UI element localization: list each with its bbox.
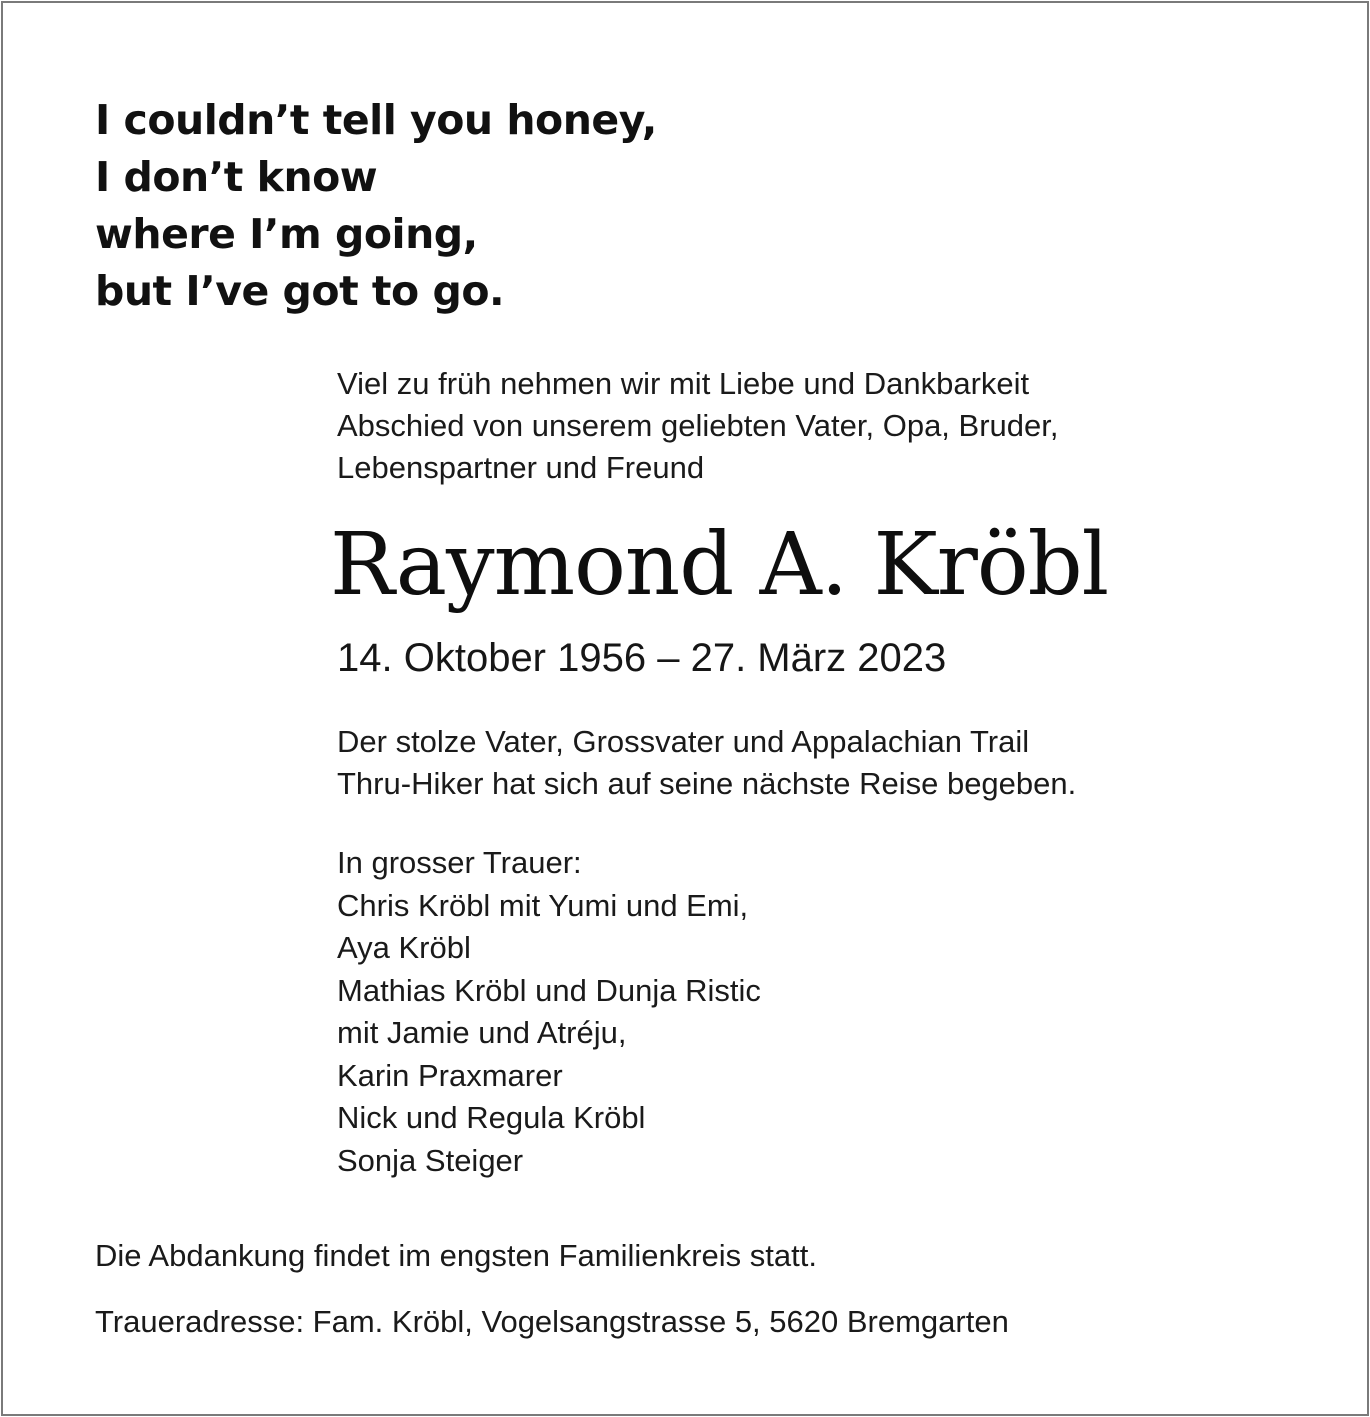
quote-line: I couldn’t tell you honey,: [95, 96, 657, 144]
mourner-entry: Mathias Kröbl und Dunja Ristic: [337, 972, 761, 1008]
mourner-entry: mit Jamie und Atréju,: [337, 1015, 627, 1050]
ceremony-note: Die Abdankung findet im engsten Familienkreis statt.: [95, 1238, 817, 1273]
opening-quote: [95, 92, 657, 320]
mourner-entry: Karin Praxmarer: [337, 1057, 563, 1093]
life-dates: 14. Oktober 1956 – 27. März 2023: [337, 636, 947, 680]
mourners-list: [337, 842, 761, 1182]
tribute-line: Der stolze Vater, Grossvater und Appalachian Trail: [337, 724, 1030, 759]
intro-line: Viel zu früh nehmen wir mit Liebe und Dankbarkeit: [337, 366, 1030, 401]
mourning-address: Traueradresse: Fam. Kröbl, Vogelsangstrasse 5, 5620 Bremgarten: [95, 1304, 1009, 1339]
quote-line: I don’t know: [95, 153, 378, 201]
quote-line: but I’ve got to go.: [95, 267, 505, 315]
mourners-heading: In grosser Trauer:: [337, 845, 582, 880]
mourner-entry: Chris Kröbl mit Yumi und Emi,: [337, 887, 749, 923]
deceased-name: Raymond A. Kröbl: [330, 515, 1109, 615]
quote-line: where I’m going,: [95, 210, 478, 258]
mourner-entry: Sonja Steiger: [337, 1142, 524, 1178]
mourner-entry: Nick und Regula Kröbl: [337, 1100, 646, 1135]
intro-line: Lebenspartner und Freund: [337, 450, 705, 485]
mourner-entry: Aya Kröbl: [337, 930, 471, 965]
tribute-text: [337, 721, 1076, 805]
intro-line: Abschied von unserem geliebten Vater, Opa, Bruder,: [337, 408, 1059, 443]
tribute-line: Thru-Hiker hat sich auf seine nächste Reise begeben.: [337, 766, 1077, 801]
intro-text: [337, 363, 1058, 489]
